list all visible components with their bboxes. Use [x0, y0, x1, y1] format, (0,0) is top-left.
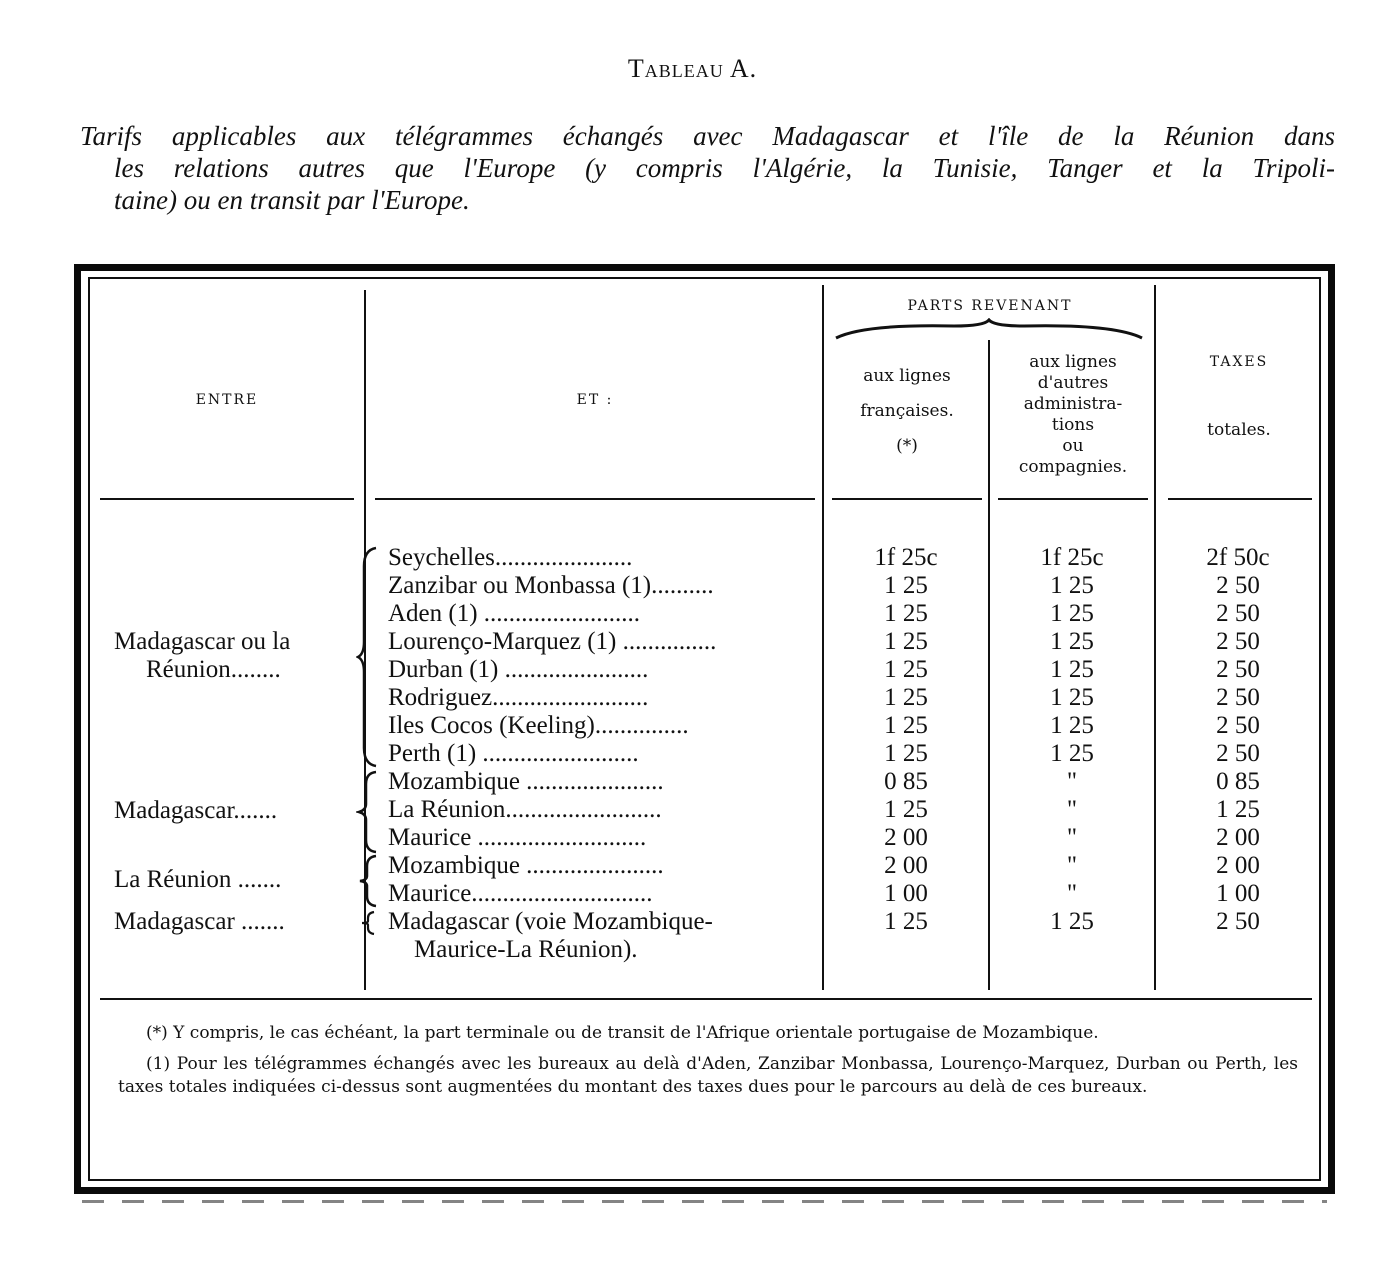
row-part-autres: 1 25	[1050, 656, 1094, 683]
row-taxe-totale: 2 00	[1216, 824, 1260, 851]
row-destination: Iles Cocos (Keeling)...............	[388, 712, 689, 739]
header-autres-line-6: compagnies.	[1018, 457, 1128, 477]
group-brace-4	[356, 910, 380, 936]
row-part-autres: 1 25	[1050, 712, 1094, 739]
row-part-francaise: 2 00	[884, 852, 928, 879]
row-taxe-totale: 2 50	[1216, 572, 1260, 599]
row-taxe-totale: 0 85	[1216, 768, 1260, 795]
row-destination: Maurice.............................	[388, 880, 653, 907]
row-taxe-totale: 2 00	[1216, 852, 1260, 879]
row-taxe-totale: 2 50	[1216, 908, 1260, 935]
row-taxe-totale: 2 50	[1216, 656, 1260, 683]
intro-paragraph	[80, 120, 1335, 216]
row-part-francaise: 2 00	[884, 824, 928, 851]
column-rule-4	[1154, 285, 1156, 990]
header-rule-taxes	[1168, 498, 1312, 500]
row-part-francaise: 1f 25c	[874, 544, 938, 571]
row-part-francaise: 0 85	[884, 768, 928, 795]
row-part-francaise: 1 25	[884, 684, 928, 711]
row-part-autres: "	[1066, 768, 1078, 795]
row-part-francaise: 1 25	[884, 628, 928, 655]
header-fr-line-2: françaises.	[860, 401, 954, 421]
group-la-reunion: La Réunion .......	[114, 866, 282, 893]
row-part-autres: 1 25	[1050, 628, 1094, 655]
footnote-1: (1) Pour les télégrammes échangés avec les bureaux au delà d'Aden, Zanzibar Monbassa, Lourenço-Marquez, Durban ou Perth, les taxes totales indiquées ci-dessus sont augmentées du montant des taxes dues pour le parcours au delà de ces bureaux.	[118, 1054, 1298, 1097]
row-destination: Perth (1) .........................	[388, 740, 639, 767]
parts-revenant-brace	[834, 318, 1144, 342]
row-part-autres: "	[1066, 824, 1078, 851]
header-rule-fr	[832, 498, 982, 500]
header-rule-autres	[998, 498, 1148, 500]
footnote-asterisk: (*) Y compris, le cas échéant, la part terminale ou de transit de l'Afrique orientale portugaise de Mozambique.	[146, 1023, 1099, 1043]
header-rule-entre	[100, 498, 354, 500]
header-autres-line-2: d'autres	[1037, 373, 1109, 393]
row-taxe-totale: 2 50	[1216, 712, 1260, 739]
row-part-autres: 1 25	[1050, 908, 1094, 935]
row-taxe-totale: 1 00	[1216, 880, 1260, 907]
header-fr-line-3: (*)	[896, 436, 918, 456]
row-taxe-totale: 2 50	[1216, 628, 1260, 655]
header-taxes: TAXES	[1209, 354, 1269, 370]
row-taxe-totale: 2 50	[1216, 600, 1260, 627]
group-madagascar-3: Madagascar .......	[114, 908, 285, 935]
intro-line-1: Tarifs applicables aux télégrammes échangés avec Madagascar et l'île de la Réunion dans	[80, 121, 1335, 151]
header-entre: ENTRE	[195, 392, 259, 408]
group-madagascar-ou-la-reunion-2: Réunion........	[146, 656, 281, 683]
header-autres-line-3: administra-	[1023, 394, 1123, 414]
row-part-autres: 1f 25c	[1040, 544, 1104, 571]
group-brace-1	[356, 546, 380, 768]
row-part-autres: 1 25	[1050, 740, 1094, 767]
header-rule-et	[375, 498, 815, 500]
row-part-autres: "	[1066, 796, 1078, 823]
row-destination: Madagascar (voie Mozambique-	[388, 908, 713, 935]
header-aux-autres-administrations	[998, 352, 1148, 478]
group-madagascar-ou-la-reunion-1: Madagascar ou la	[114, 628, 291, 655]
header-parts-revenant: PARTS REVENANT	[907, 298, 1073, 314]
header-et: ET :	[576, 392, 614, 408]
intro-line-3: taine) ou en transit par l'Europe.	[114, 185, 470, 215]
row-part-autres: 1 25	[1050, 572, 1094, 599]
group-madagascar-2: Madagascar.......	[114, 797, 278, 824]
row-part-francaise: 1 25	[884, 600, 928, 627]
row-part-autres: "	[1066, 852, 1078, 879]
row-part-autres: 1 25	[1050, 600, 1094, 627]
row-taxe-totale: 2 50	[1216, 740, 1260, 767]
row-destination: La Réunion.........................	[388, 796, 662, 823]
header-autres-line-4: tions	[1051, 415, 1095, 435]
row-destination: Rodriguez.........................	[388, 684, 649, 711]
row-part-francaise: 1 25	[884, 796, 928, 823]
header-fr-line-1: aux lignes	[863, 366, 951, 386]
group-brace-2	[356, 770, 380, 854]
row-part-francaise: 1 00	[884, 880, 928, 907]
row-taxe-totale: 1 25	[1216, 796, 1260, 823]
column-rule-2	[822, 285, 824, 990]
row-destination: Aden (1) .........................	[388, 600, 641, 627]
footnotes	[118, 1022, 1298, 1107]
header-totales: totales.	[1207, 420, 1271, 440]
row-destination: Maurice ...........................	[388, 824, 647, 851]
row-destination: Mozambique ......................	[388, 768, 664, 795]
column-rule-3	[988, 340, 990, 990]
header-aux-lignes-francaises	[832, 366, 982, 457]
last-row-continuation: Maurice-La Réunion).	[414, 936, 638, 963]
row-part-autres: "	[1066, 880, 1078, 907]
header-autres-line-5: ou	[1062, 436, 1084, 456]
footnote-separator	[100, 998, 1312, 1000]
row-part-francaise: 1 25	[884, 656, 928, 683]
intro-line-2: les relations autres que l'Europe (y compris l'Algérie, la Tunisie, Tanger et la Tripoli-	[114, 153, 1335, 183]
row-destination: Zanzibar ou Monbassa (1)..........	[388, 572, 714, 599]
bottom-decorative-rule	[82, 1200, 1327, 1203]
table-title: Tableau A.	[627, 54, 758, 83]
row-taxe-totale: 2f 50c	[1206, 544, 1270, 571]
row-destination: Mozambique ......................	[388, 852, 664, 879]
row-part-francaise: 1 25	[884, 908, 928, 935]
header-autres-line-1: aux lignes	[1029, 352, 1117, 372]
row-part-francaise: 1 25	[884, 572, 928, 599]
row-destination: Seychelles......................	[388, 544, 633, 571]
row-part-francaise: 1 25	[884, 712, 928, 739]
row-taxe-totale: 2 50	[1216, 684, 1260, 711]
row-part-autres: 1 25	[1050, 684, 1094, 711]
row-destination: Durban (1) .......................	[388, 656, 649, 683]
row-part-francaise: 1 25	[884, 740, 928, 767]
group-brace-3	[356, 854, 380, 908]
row-destination: Lourenço-Marquez (1) ...............	[388, 628, 717, 655]
